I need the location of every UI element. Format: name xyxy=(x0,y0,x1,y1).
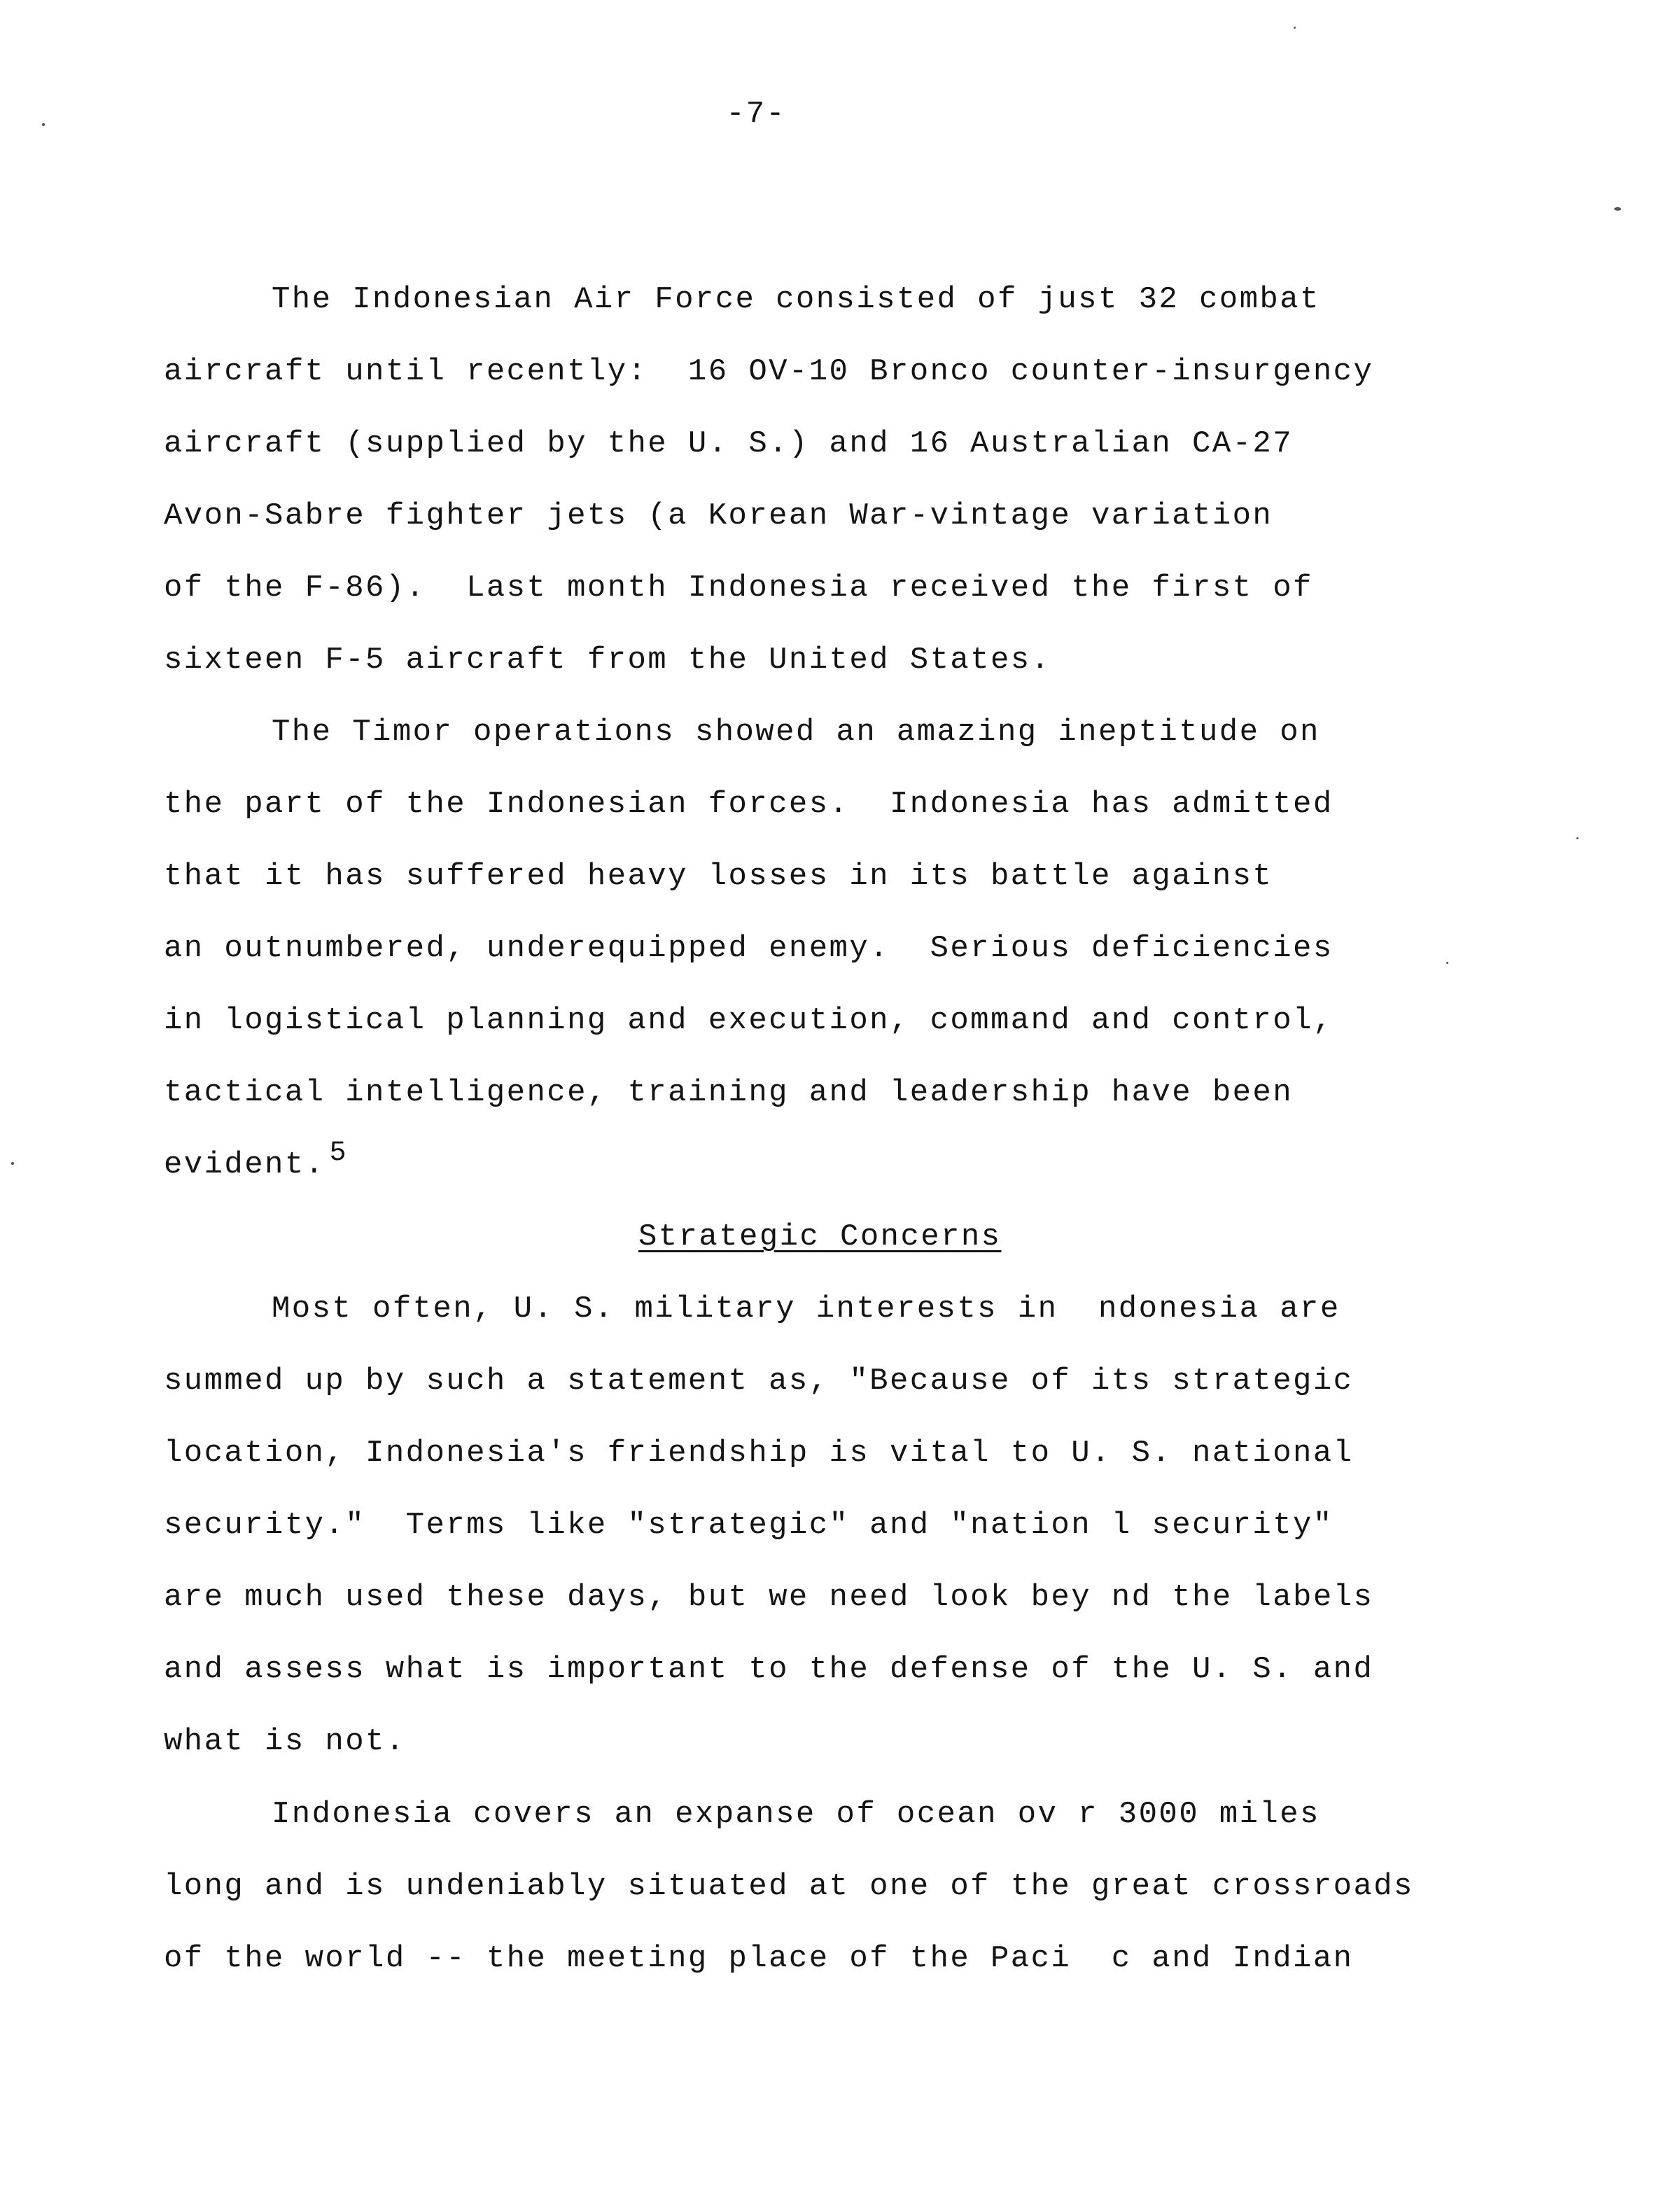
section-heading: Strategic Concerns xyxy=(638,1219,1002,1254)
text-line: summed up by such a statement as, "Because of its strategic xyxy=(164,1364,1354,1399)
text-line: The Timor operations showed an amazing ineptitude on xyxy=(272,715,1320,750)
text-line: the part of the Indonesian forces. Indonesia has admitted xyxy=(164,787,1334,822)
text-line: Avon-Sabre fighter jets (a Korean War-vintage variation xyxy=(164,498,1273,533)
scan-speck xyxy=(1294,27,1296,29)
text-line: The Indonesian Air Force consisted of just 32 combat xyxy=(272,282,1320,317)
text-line-content: evident. xyxy=(164,1147,326,1182)
scan-speck xyxy=(42,123,45,126)
text-line: tactical intelligence, training and leadership have been xyxy=(164,1075,1294,1110)
text-line xyxy=(164,1138,348,1187)
text-line: Most often, U. S. military interests in ndonesia are xyxy=(272,1292,1340,1326)
scan-speck xyxy=(1614,207,1621,211)
text-line: that it has suffered heavy losses in its battle against xyxy=(164,859,1273,894)
page-number: -7- xyxy=(726,97,786,132)
text-line: in logistical planning and execution, command and control, xyxy=(164,1003,1334,1038)
text-line: long and is undeniably situated at one of the great crossroads xyxy=(164,1869,1414,1904)
text-line: of the F-86). Last month Indonesia received the first of xyxy=(164,570,1313,606)
text-line: security." Terms like "strategic" and "nation l security" xyxy=(164,1508,1334,1543)
text-line: aircraft until recently: 16 OV-10 Bronco counter-insurgency xyxy=(164,354,1374,389)
scan-speck xyxy=(11,1162,14,1165)
text-line: what is not. xyxy=(164,1724,406,1759)
text-line: aircraft (supplied by the U. S.) and 16 Australian CA-27 xyxy=(164,426,1294,461)
scan-speck xyxy=(1576,837,1578,839)
text-line: and assess what is important to the defense of the U. S. and xyxy=(164,1652,1374,1687)
text-line: sixteen F-5 aircraft from the United States. xyxy=(164,643,1051,678)
text-line: location, Indonesia's friendship is vital to U. S. national xyxy=(164,1436,1354,1471)
text-line: an outnumbered, underequipped enemy. Serious deficiencies xyxy=(164,931,1334,966)
scan-speck xyxy=(1446,962,1448,964)
text-line: are much used these days, but we need look bey nd the labels xyxy=(164,1580,1374,1615)
footnote-marker: 5 xyxy=(329,1138,348,1169)
text-line: of the world -- the meeting place of the Paci c and Indian xyxy=(164,1941,1354,1976)
text-line: Indonesia covers an expanse of ocean ov r 3000 miles xyxy=(272,1797,1320,1832)
